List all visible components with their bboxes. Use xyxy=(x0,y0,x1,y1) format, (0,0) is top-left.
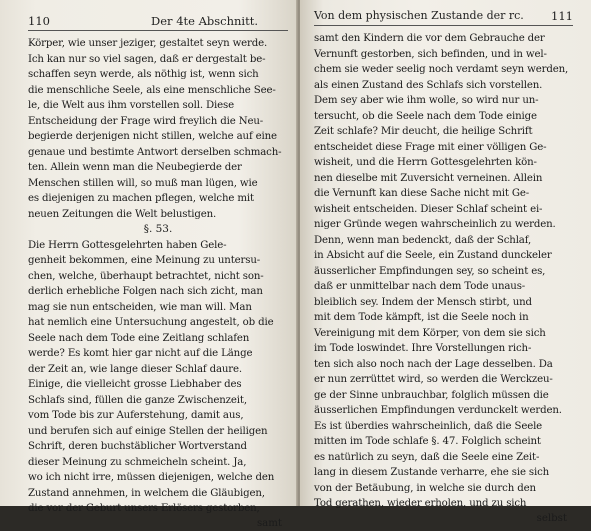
text-line: neuen Zeitungen die Welt belustigen. xyxy=(28,208,217,220)
text-line: niger Gründe wegen wahrscheinlich zu werden. xyxy=(314,219,556,230)
text-line: äusserlicher Empfindungen sey, so scheint es, xyxy=(314,265,546,277)
text-line: hat nemlich eine Untersuchung angestelt, ob die xyxy=(28,317,274,328)
text-line: Denn, wenn man bedenckt, daß der Schlaf, xyxy=(314,234,532,246)
text-line: Zustand annehmen, in welchem die Gläubigen, xyxy=(28,487,265,499)
right-running-title: Von dem physischen Zustande der rc. xyxy=(314,9,524,22)
text-line: nen dieselbe mit Zuversicht verneinen. Allein xyxy=(314,172,543,184)
text-line: von der Betäubung, in welche sie durch den xyxy=(314,482,536,494)
text-line: äusserlichen Empfindungen verdunckelt werden. xyxy=(314,405,562,416)
text-line: le, die Welt aus ihm vorstellen soll. Diese xyxy=(28,100,234,111)
text-line: wo ich nicht irre, müssen diejenigen, welche den xyxy=(28,472,275,483)
text-line: dieser Meinung zu schmeicheln scheint. Ja, xyxy=(28,456,247,468)
text-line: lang in diesem Zustande verharre, ehe sie sich xyxy=(314,467,550,478)
text-line: samt den Kindern die vor dem Gebrauche der xyxy=(314,33,545,44)
left-text-block-2 xyxy=(28,238,288,517)
text-line: als einen Zustand des Schlafs sich vorstellen. xyxy=(314,79,543,91)
text-line: ten. Allein wenn man die Neubegierde der xyxy=(28,162,242,173)
text-line: Schrift, deren buchstäblicher Wortverstand xyxy=(28,441,247,452)
text-line: es natürlich zu seyn, daß die Seele eine Zeit- xyxy=(314,451,540,463)
text-line: daß er unmittelbar nach dem Tode unaus- xyxy=(314,281,526,292)
text-line: die menschliche Seele, als eine menschliche See- xyxy=(28,84,276,96)
text-line: ten sich also noch nach der Lage desselben. Da xyxy=(314,358,553,370)
text-line: es diejenigen zu machen pflegen, welche mit xyxy=(28,193,254,204)
text-line: Menschen stillen will, so muß man lügen, wie xyxy=(28,177,258,189)
right-catchword: selbst xyxy=(536,512,567,524)
text-line: genaue und bestimte Antwort derselben schmach- xyxy=(28,146,282,158)
left-running-title: Der 4te Abschnitt. xyxy=(151,14,258,28)
text-line: werde? Es komt hier gar nicht auf die Länge xyxy=(28,348,253,359)
text-line: wisheit, und die Herrn Gottesgelehrten kön- xyxy=(314,157,537,168)
left-page-number: 110 xyxy=(28,14,50,28)
text-line: Einige, die vielleicht grosse Liebhaber des xyxy=(28,379,242,390)
text-line: Entscheidung der Frage wird freylich die Neu- xyxy=(28,115,264,127)
text-line: Vernunft gestorben, sich befinden, und in wel- xyxy=(314,48,547,60)
text-line: mag sie nun entscheiden, wie man will. Man xyxy=(28,301,252,313)
text-line: Tod gerathen, wieder erholen, und zu sich xyxy=(314,498,527,509)
text-line: Seele nach dem Tode eine Zeitlang schlafen xyxy=(28,332,250,344)
text-line: Vereinigung mit dem Körper, von dem sie sich xyxy=(314,327,546,339)
text-line: vom Tode bis zur Auferstehung, damit aus, xyxy=(28,410,244,421)
left-catchword: samt xyxy=(256,517,282,529)
text-line: die Vernunft kan diese Sache nicht mit Ge- xyxy=(314,188,530,199)
text-line: wisheit entscheiden. Dieser Schlaf scheint ei- xyxy=(314,203,543,215)
text-line: Ich kan nur so viel sagen, daß er dergestalt be- xyxy=(28,53,266,65)
section-heading: §. 53. xyxy=(143,223,173,235)
text-line: und berufen sich auf einige Stellen der heiligen xyxy=(28,425,268,437)
text-line: bleiblich sey. Indem der Mensch stirbt, und xyxy=(314,296,532,308)
text-line: entscheidet diese Frage mit einer völligen Ge- xyxy=(314,141,547,153)
right-text-block xyxy=(314,31,573,512)
right-page-number: 111 xyxy=(551,9,573,23)
text-line: mitten im Tode schlafe §. 47. Folglich scheint xyxy=(314,436,541,447)
text-line: der Zeit an, wie lange dieser Schlaf daure. xyxy=(28,363,242,375)
text-line: Körper, wie unser jeziger, gestaltet seyn werde. xyxy=(28,38,268,49)
text-line: Schlafs sind, füllen die ganze Zwischenzeit, xyxy=(28,394,247,406)
text-line: Die Herrn Gottesgelehrten haben Gele- xyxy=(28,239,227,251)
right-running-head xyxy=(314,9,573,26)
text-line: chen, welche, überhaupt betrachtet, nicht son- xyxy=(28,270,264,282)
text-line: schaffen seyn werde, als nöthig ist, wenn sich xyxy=(28,69,259,80)
text-line: die vor der Geburt unsers Erlösers gestorben, xyxy=(28,503,260,514)
text-line: mit dem Tode kämpft, ist die Seele noch in xyxy=(314,312,529,323)
left-text-block-1 xyxy=(28,36,288,222)
text-line: tersucht, ob die Seele nach dem Tode einige xyxy=(314,110,537,122)
text-line: chem sie weder seelig noch verdamt seyn werden, xyxy=(314,64,569,75)
text-line: begierde derjenigen nicht stillen, welche auf eine xyxy=(28,131,277,142)
text-line: Zeit schlafe? Mir deucht, die heilige Schrift xyxy=(314,126,533,137)
text-line: im Tode loswindet. Ihre Vorstellungen rich- xyxy=(314,343,532,354)
left-running-head xyxy=(28,14,288,31)
text-line: er nun zerrüttet wird, so werden die Werckzeu- xyxy=(314,374,553,385)
text-line: ge der Sinne unbrauchbar, folglich müssen die xyxy=(314,389,549,401)
text-line: Dem sey aber wie ihm wolle, so wird nur un- xyxy=(314,95,539,106)
text-line: Es ist überdies wahrscheinlich, daß die Seele xyxy=(314,420,543,432)
text-line: derlich erhebliche Folgen nach sich zicht, man xyxy=(28,286,263,297)
text-line: genheit bekommen, eine Meinung zu untersu- xyxy=(28,255,261,266)
right-page xyxy=(300,0,591,524)
text-line: in Absicht auf die Seele, ein Zustand dunckeler xyxy=(314,250,552,261)
